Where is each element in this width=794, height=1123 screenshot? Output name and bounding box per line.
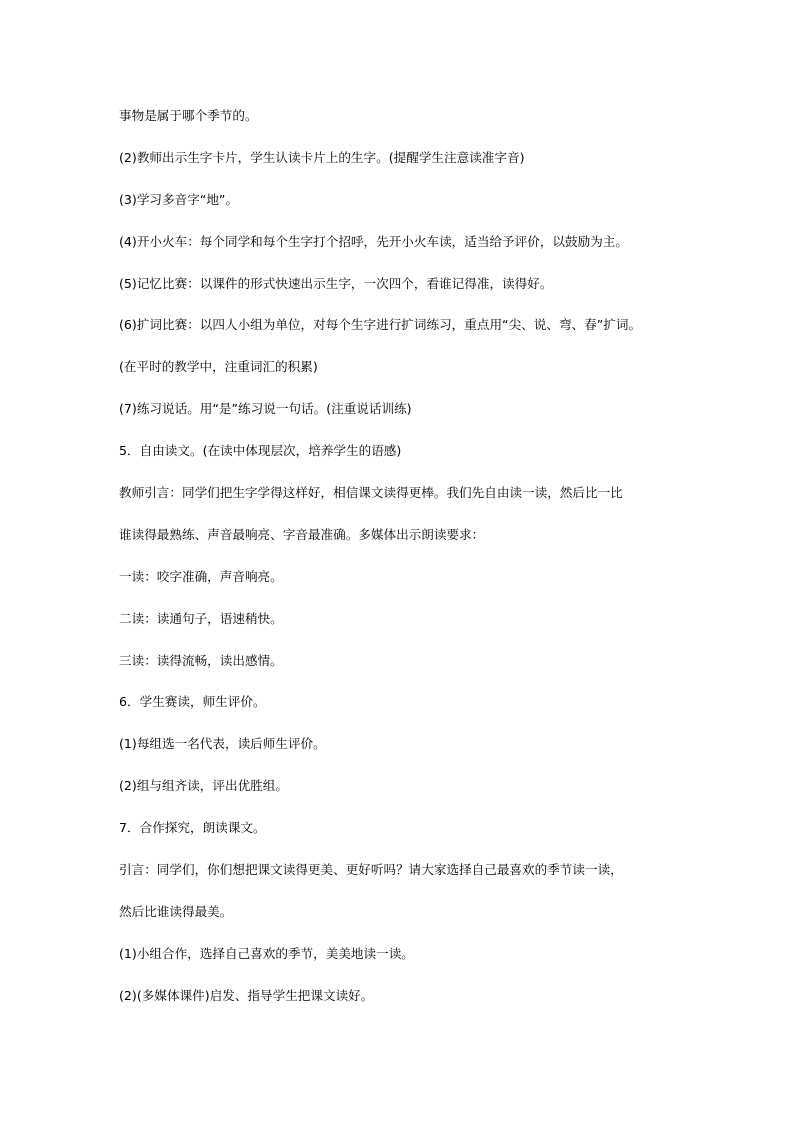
text-line: (6)扩词比赛：以四人小组为单位，对每个生字进行扩词练习，重点用“尖、说、弯、春”扩词。 — [119, 317, 642, 333]
text-line: 谁读得最熟练、声音最响亮、字音最准确。多媒体出示朗读要求： — [119, 526, 485, 542]
text-line: 事物是属于哪个季节的。 — [119, 108, 258, 123]
text-line: 教师引言：同学们把生字学得这样好，相信课文读得更棒。我们先自由读一读，然后比一比 — [119, 485, 623, 501]
text-line: (5)记忆比赛：以课件的形式快速出示生字，一次四个，看谁记得准，读得好。 — [119, 275, 553, 291]
text-line: (3)学习多音字“地”。 — [119, 191, 239, 207]
text-line: (1)每组选一名代表，读后师生评价。 — [119, 736, 326, 752]
text-line: 6．学生赛读，师生评价。 — [119, 694, 266, 710]
text-line: 三读：读得流畅，读出感情。 — [119, 652, 283, 668]
text-line: (在平时的教学中，注重词汇的积累) — [119, 359, 318, 375]
text-line: 7．合作探究，朗读课文。 — [119, 820, 266, 836]
document-body — [119, 104, 699, 1026]
text-line: (4)开小火车：每个同学和每个生字打个招呼，先开小火车读，适当给予评价，以鼓励为主。 — [119, 233, 628, 249]
text-line: 二读：读通句子，语速稍快。 — [119, 610, 283, 626]
text-line: 引言：同学们，你们想把课文读得更美、更好听吗？请大家选择自己最喜欢的季节读一读， — [119, 862, 623, 878]
text-line: (2)组与组齐读，评出优胜组。 — [119, 778, 288, 794]
text-line: 5．自由读文。(在读中体现层次，培养学生的语感) — [119, 443, 402, 459]
text-line: 一读：咬字准确，声音响亮。 — [119, 568, 283, 584]
text-line: (1)小组合作，选择自己喜欢的季节，美美地读一读。 — [119, 945, 414, 961]
text-line: 然后比谁读得最美。 — [119, 903, 233, 919]
text-line: (7)练习说话。用“是”练习说一句话。(注重说话训练) — [119, 401, 412, 417]
text-line: (2)(多媒体课件)启发、指导学生把课文读好。 — [119, 987, 374, 1003]
text-line: (2)教师出示生字卡片，学生认读卡片上的生字。(提醒学生注意读准字音) — [119, 149, 525, 165]
